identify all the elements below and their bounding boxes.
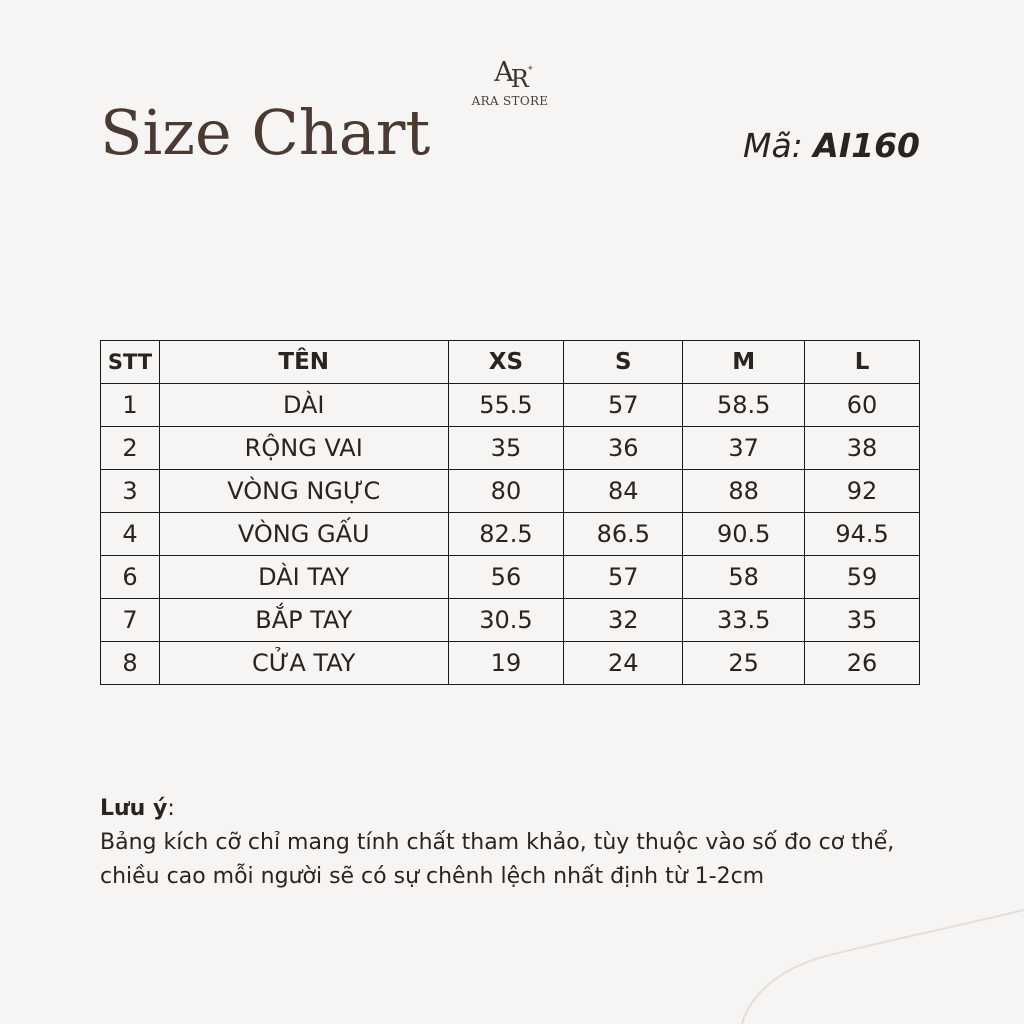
cell-s: 36 [564,427,683,470]
cell-m: 37 [683,427,805,470]
cell-m: 58.5 [683,384,805,427]
cell-xs: 35 [448,427,564,470]
cell-xs: 55.5 [448,384,564,427]
cell-m: 90.5 [683,513,805,556]
cell-l: 59 [805,556,920,599]
note-body: Bảng kích cỡ chỉ mang tính chất tham khảo, tùy thuộc vào số đo cơ thể, chiều cao mỗi người sẽ có sự chênh lệch nhất định từ 1-2cm [100,830,895,889]
cell-s: 84 [564,470,683,513]
logo-letter-a: A [494,57,511,88]
cell-l: 60 [805,384,920,427]
note-colon: : [167,796,175,821]
cell-l: 35 [805,599,920,642]
cell-name: CỬA TAY [159,642,448,685]
cell-s: 86.5 [564,513,683,556]
page-title: Size Chart [100,96,431,169]
cell-xs: 56 [448,556,564,599]
cell-l: 38 [805,427,920,470]
cell-stt: 2 [101,427,160,470]
table-row [101,384,920,427]
cell-stt: 1 [101,384,160,427]
size-table [100,340,920,685]
table-row [101,470,920,513]
product-code [743,126,920,165]
cell-xs: 82.5 [448,513,564,556]
table-row [101,642,920,685]
cell-stt: 6 [101,556,160,599]
cell-l: 94.5 [805,513,920,556]
cell-stt: 3 [101,470,160,513]
table-row [101,556,920,599]
cell-m: 33.5 [683,599,805,642]
logo-brand-name: ARA STORE [471,94,549,108]
note-title: Lưu ý [100,796,168,821]
table-row [101,427,920,470]
product-code-value: AI160 [813,126,920,165]
cell-name: DÀI TAY [159,556,448,599]
cell-name: VÒNG GẤU [159,513,448,556]
cell-m: 25 [683,642,805,685]
table-header-row [101,341,920,384]
cell-name: VÒNG NGỰC [159,470,448,513]
cell-name: DÀI [159,384,448,427]
header-size-xs: XS [448,341,564,384]
table-row [101,599,920,642]
cell-l: 26 [805,642,920,685]
note-heading [100,792,930,826]
cell-s: 57 [564,384,683,427]
cell-l: 92 [805,470,920,513]
cell-xs: 30.5 [448,599,564,642]
cell-s: 32 [564,599,683,642]
logo-letter-r: R [510,65,526,93]
header-size-s: S [564,341,683,384]
cell-m: 88 [683,470,805,513]
cell-stt: 7 [101,599,160,642]
cell-stt: 4 [101,513,160,556]
header-size-l: L [805,341,920,384]
cell-xs: 19 [448,642,564,685]
header-size-m: M [683,341,805,384]
cell-s: 24 [564,642,683,685]
header-stt: STT [101,341,160,384]
header-name: TÊN [159,341,448,384]
cell-name: BẮP TAY [159,599,448,642]
logo-monogram [462,57,558,93]
cell-xs: 80 [448,470,564,513]
cell-stt: 8 [101,642,160,685]
sparkle-icon: ✦ [526,64,534,74]
product-code-label: Mã: [742,126,814,165]
decorative-curve [740,870,1024,1024]
ara-store-logo [462,58,558,108]
cell-name: RỘNG VAI [159,427,448,470]
cell-m: 58 [683,556,805,599]
table-row [101,513,920,556]
cell-s: 57 [564,556,683,599]
